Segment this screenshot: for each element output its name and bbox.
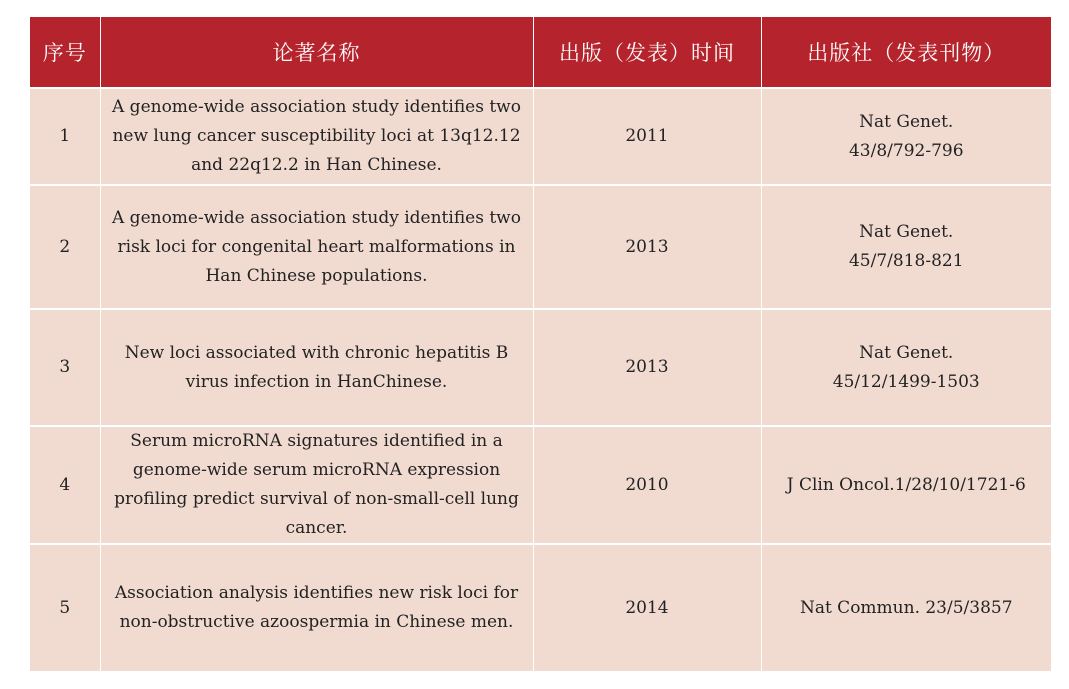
table-header-row <box>30 17 1051 88</box>
row-year: 2014 <box>533 544 761 671</box>
row-title: A genome-wide association study identifies two new lung cancer susceptibility loci at 13q12.12 and 22q12.2 in Han Chinese. <box>100 88 533 185</box>
journal-name: Nat Genet. <box>859 222 954 242</box>
journal-name: Nat Commun. 23/5/3857 <box>799 597 1013 618</box>
journal-name: Nat Genet. <box>859 111 954 132</box>
row-title: New loci associated with chronic hepatitis B virus infection in HanChinese. <box>100 309 533 426</box>
row-journal <box>761 309 1051 426</box>
header-publish-time: 出版（发表）时间 <box>533 17 761 88</box>
journal-volume: 45/7/818-821 <box>848 251 964 271</box>
header-index: 序号 <box>30 17 100 88</box>
publications-table-container <box>30 17 1051 671</box>
journal-name: J Clin Oncol.1/28/10/1721-6 <box>786 474 1026 495</box>
row-year: 2010 <box>533 426 761 544</box>
journal-volume: 45/12/1499-1503 <box>832 371 980 392</box>
row-index: 1 <box>30 88 100 185</box>
header-title: 论著名称 <box>100 17 533 88</box>
table-row <box>30 88 1051 185</box>
row-journal <box>761 88 1051 185</box>
table-row <box>30 544 1051 671</box>
row-index: 2 <box>30 185 100 309</box>
row-year: 2013 <box>533 185 761 309</box>
table-row <box>30 185 1051 309</box>
row-index: 4 <box>30 426 100 544</box>
row-journal <box>761 426 1051 544</box>
table-row <box>30 426 1051 544</box>
row-year: 2011 <box>533 88 761 185</box>
row-title: Serum microRNA signatures identified in a genome-wide serum microRNA expression profiling predict survival of non-small-cell lung cancer. <box>100 426 533 544</box>
row-journal <box>761 185 1051 309</box>
row-journal <box>761 544 1051 671</box>
table-row <box>30 309 1051 426</box>
row-index: 5 <box>30 544 100 671</box>
journal-volume: 43/8/792-796 <box>848 140 964 161</box>
header-publisher: 出版社（发表刊物） <box>761 17 1051 88</box>
row-title: Association analysis identifies new risk loci for non-obstructive azoospermia in Chinese men. <box>100 544 533 671</box>
row-title: A genome-wide association study identifies two risk loci for congenital heart malformations in Han Chinese populations. <box>100 185 533 309</box>
row-index: 3 <box>30 309 100 426</box>
publications-table <box>30 17 1051 671</box>
row-year: 2013 <box>533 309 761 426</box>
journal-name: Nat Genet. <box>859 342 954 363</box>
